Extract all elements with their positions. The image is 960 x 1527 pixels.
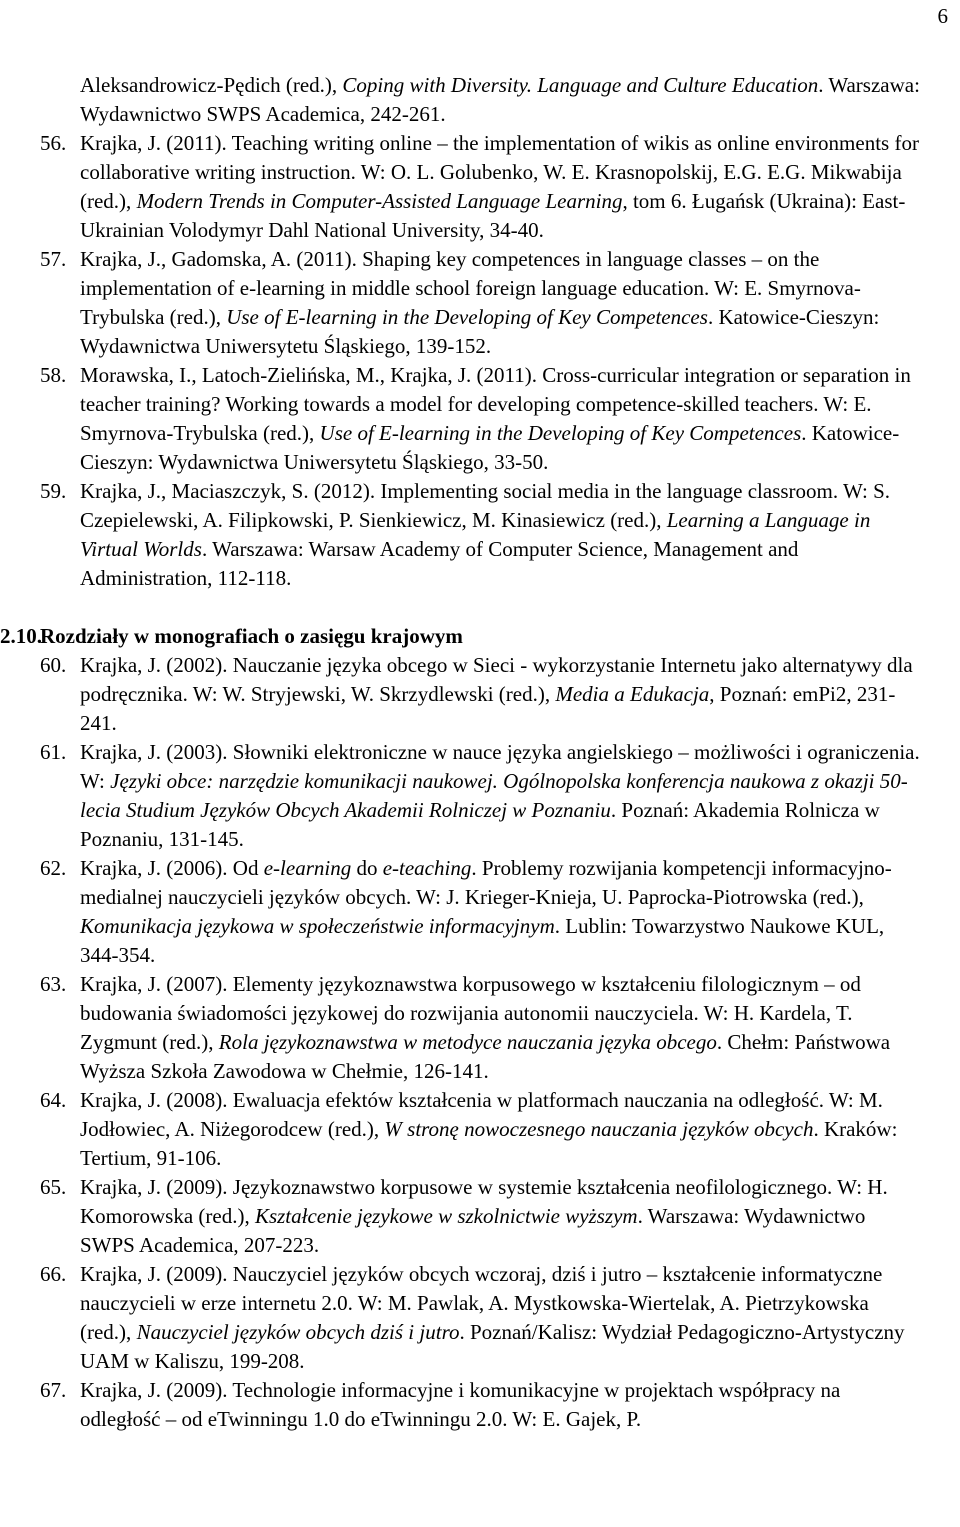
reference-title: Języki obce: narzędzie komunikacji naukowej. Ogólnopolska konferencja naukowa z okazji 50-lecia Studium Języków Obcych Akademii Rolniczej w Poznaniu — [80, 769, 908, 822]
reference-text: . Warszawa: Wydawnictwo SWPS Academica, 242-261. — [80, 73, 920, 126]
reference-number: 64. — [40, 1088, 67, 1112]
reference-item — [0, 854, 960, 970]
reference-number: 56. — [40, 131, 67, 155]
reference-title: Kształcenie językowe w szkolnictwie wyższym — [254, 1204, 638, 1228]
reference-number: 66. — [40, 1262, 67, 1286]
reference-title: Media a Edukacja — [555, 682, 710, 706]
section-title: Rozdziały w monografiach o zasięgu krajowym — [40, 624, 463, 648]
reference-text: . Chełm: Państwowa Wyższa Szkoła Zawodowa w Chełmie, 126-141. — [80, 1030, 891, 1083]
reference-text: Aleksandrowicz-Pędich (red.), — [80, 73, 343, 97]
reference-number: 60. — [40, 653, 67, 677]
reference-number: 59. — [40, 479, 67, 503]
section-number: 2.10. — [0, 624, 42, 648]
reference-number: 61. — [40, 740, 67, 764]
reference-title: Nauczyciel języków obcych dziś i jutro — [136, 1320, 460, 1344]
reference-text: Krajka, J., Gadomska, A. (2011). Shaping key competences in language classes – on the implementation of e-learning in middle school foreign language education. W: E. Smyrnova-Trybulska (red.), — [80, 247, 861, 329]
reference-item — [0, 1173, 960, 1260]
reference-number: 57. — [40, 247, 67, 271]
page-number: 6 — [937, 4, 948, 28]
reference-text: . Katowice-Cieszyn: Wydawnictwa Uniwersytetu Śląskiego, 139-152. — [80, 305, 880, 358]
reference-number: 63. — [40, 972, 67, 996]
reference-text: . Poznań/Kalisz: Wydział Pedagogiczno-Artystyczny UAM w Kaliszu, 199-208. — [80, 1320, 905, 1373]
reference-continuation — [0, 71, 960, 129]
reference-title: Modern Trends in Computer-Assisted Language Learning — [136, 189, 623, 213]
reference-text: . Problemy rozwijania kompetencji informacyjno-medialnej nauczycieli języków obcych. W: J. Krieger-Knieja, U. Paprocka-Piotrowska (red.), — [80, 856, 892, 909]
reference-text: . Kraków: Tertium, 91-106. — [80, 1117, 898, 1170]
reference-text: . Warszawa: Warsaw Academy of Computer Science, Management and Administration, 112-118. — [80, 537, 799, 590]
reference-title: W stronę nowoczesnego nauczania języków obcych — [384, 1117, 814, 1141]
reference-title: e-learning — [263, 856, 352, 880]
reference-text: Krajka, J. (2002). Nauczanie języka obcego w Sieci - wykorzystanie Internetu jako alternatywy dla podręcznika. W: W. Stryjewski, W. Skrzydlewski (red.), — [80, 653, 913, 706]
reference-title: Learning a Language in Virtual Worlds — [80, 508, 871, 561]
reference-item — [0, 1260, 960, 1376]
reference-item — [0, 970, 960, 1086]
reference-text: , Poznań: emPi2, 231-241. — [80, 682, 896, 735]
reference-item — [0, 1376, 960, 1434]
reference-item — [0, 361, 960, 477]
reference-item — [0, 1086, 960, 1173]
reference-title: Rola językoznawstwa w metodyce nauczania języka obcego — [218, 1030, 717, 1054]
reference-text: Krajka, J. (2003). Słowniki elektroniczne w nauce języka angielskiego – możliwości i ograniczenia. W: — [80, 740, 920, 793]
reference-title: e-teaching — [382, 856, 472, 880]
reference-number: 62. — [40, 856, 67, 880]
reference-text: , tom 6. Ługańsk (Ukraina): East-Ukrainian Volodymyr Dahl National University, 34-40. — [80, 189, 906, 242]
reference-text: . Warszawa: Wydawnictwo SWPS Academica, 207-223. — [80, 1204, 866, 1257]
reference-text: . Lublin: Towarzystwo Naukowe KUL, 344-354. — [80, 914, 885, 967]
reference-item — [0, 477, 960, 593]
reference-item — [0, 651, 960, 738]
reference-text: Krajka, J. (2008). Ewaluacja efektów kształcenia w platformach nauczania na odległość. W: M. Jodłowiec, A. Niżegorodcew (red.), — [80, 1088, 883, 1141]
reference-text: do — [351, 856, 383, 880]
document-body — [0, 71, 960, 1434]
reference-text: Krajka, J. (2006). Od — [80, 856, 264, 880]
reference-title: Use of E-learning in the Developing of Key Competences — [226, 305, 708, 329]
reference-text: . Poznań: Akademia Rolnicza w Poznaniu, 131-145. — [80, 798, 880, 851]
reference-item — [0, 738, 960, 854]
reference-title: Komunikacja językowa w społeczeństwie informacyjnym — [80, 914, 555, 938]
reference-text: Krajka, J. (2009). Językoznawstwo korpusowe w systemie kształcenia neofilologicznego. W: H. Komorowska (red.), — [80, 1175, 888, 1228]
reference-number: 65. — [40, 1175, 67, 1199]
reference-title: Coping with Diversity. Language and Culture Education — [342, 73, 819, 97]
reference-text: . Katowice-Cieszyn: Wydawnictwa Uniwersytetu Śląskiego, 33-50. — [80, 421, 900, 474]
reference-number: 67. — [40, 1378, 67, 1402]
reference-text: Krajka, J. (2009). Nauczyciel języków obcych wczoraj, dziś i jutro – kształcenie informatyczne nauczycieli w erze internetu 2.0. W: M. Pawlak, A. Mystkowska-Wiertelak, A. Pietrzykowska (red.), — [80, 1262, 883, 1344]
reference-text: Krajka, J. (2007). Elementy językoznawstwa korpusowego w kształceniu filologicznym – od budowania świadomości językowej do rozwijania autonomii nauczyciela. W: H. Kardela, T. Zygmunt (red.), — [80, 972, 861, 1054]
reference-item — [0, 129, 960, 245]
reference-item — [0, 245, 960, 361]
reference-text: Krajka, J., Maciaszczyk, S. (2012). Implementing social media in the language classroom. W: S. Czepielewski, A. Filipkowski, P. Sienkiewicz, M. Kinasiewicz (red.), — [80, 479, 891, 532]
reference-text: Morawska, I., Latoch-Zielińska, M., Krajka, J. (2011). Cross-curricular integration or separation in teacher training? Working towards a model for developing competence-skilled teachers. W: E. Smyrnova-Trybulska (red.), — [80, 363, 911, 445]
reference-title: Use of E-learning in the Developing of Key Competences — [319, 421, 802, 445]
section-heading — [0, 622, 960, 651]
reference-text: Krajka, J. (2009). Technologie informacyjne i komunikacyjne w projektach współpracy na odległość – od eTwinningu 1.0 do eTwinningu 2.0. W: E. Gajek, P. — [80, 1378, 841, 1431]
reference-text: Krajka, J. (2011). Teaching writing online – the implementation of wikis as online environments for collaborative writing instruction. W: O. L. Golubenko, W. E. Krasnopolskij, E.G. E.G. Mikwabija (red.), — [80, 131, 919, 213]
reference-number: 58. — [40, 363, 67, 387]
